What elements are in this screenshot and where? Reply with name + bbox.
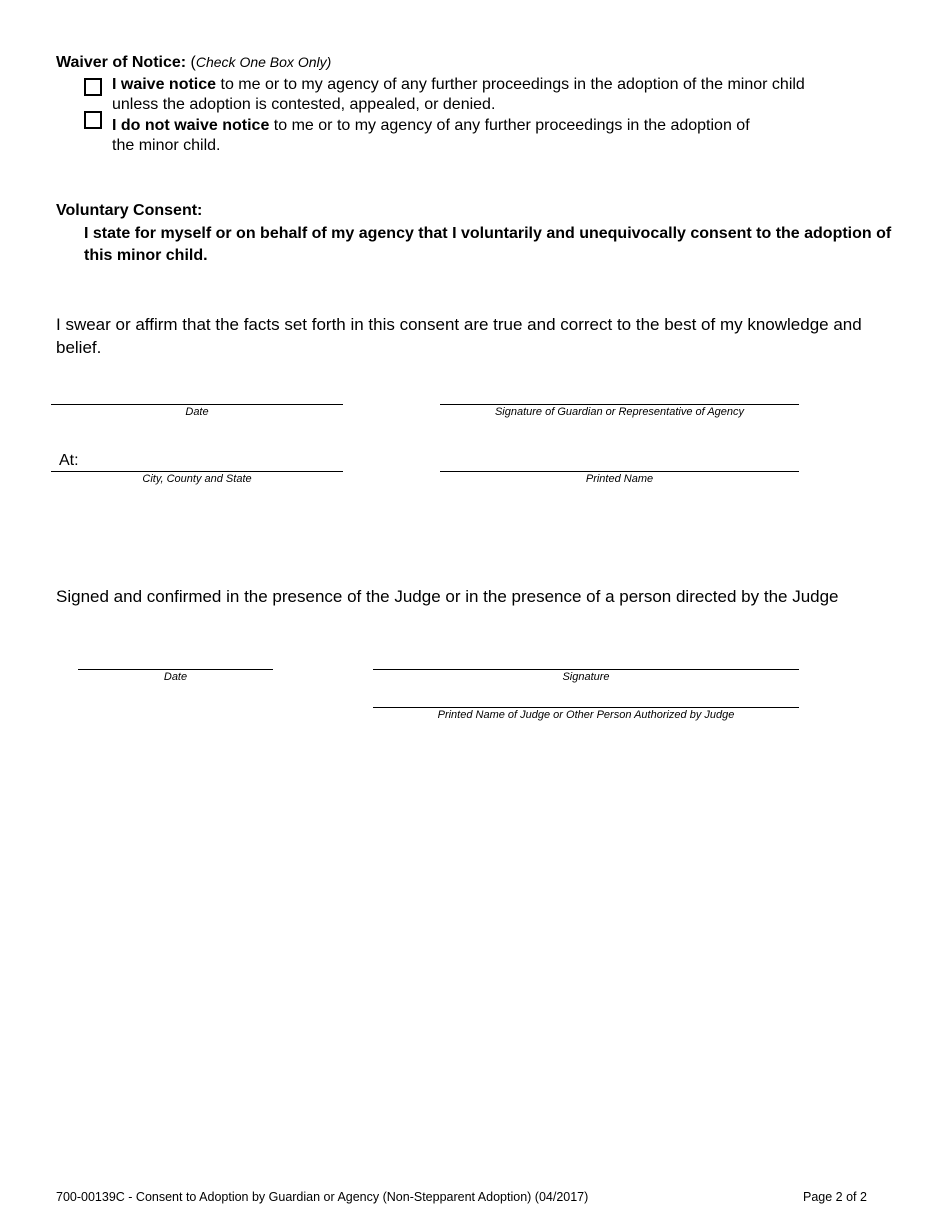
at-label: At: — [59, 452, 79, 469]
judge-signature-field[interactable] — [373, 647, 799, 669]
guardian-signature-caption: Signature of Guardian or Representative of Agency — [494, 406, 745, 418]
location-line — [51, 471, 343, 472]
judge-name-field[interactable] — [373, 685, 799, 707]
judge-statement: Signed and confirmed in the presence of the Judge or in the presence of a person directed by the Judge — [56, 587, 839, 606]
judge-date-field[interactable] — [78, 647, 273, 669]
judge-date-caption: Date — [163, 671, 188, 683]
waiver-note: Check One Box Only) — [195, 54, 332, 70]
waive-notice-line2: unless the adoption is contested, appealed, or denied. — [112, 96, 496, 113]
printed-name-field[interactable] — [440, 449, 799, 471]
guardian-signature-field[interactable] — [440, 382, 799, 404]
judge-signature-line — [373, 669, 799, 670]
waive-notice-option — [112, 75, 912, 115]
judge-name-caption: Printed Name of Judge or Other Person Authorized by Judge — [437, 709, 735, 721]
do-not-waive-line2: the minor child. — [112, 137, 221, 154]
footer-page-number: Page 2 of 2 — [803, 1190, 867, 1204]
do-not-waive-notice-option — [112, 116, 912, 156]
judge-signature-caption: Signature — [562, 671, 610, 683]
location-caption: City, County and State — [142, 473, 252, 485]
do-not-waive-rest: to me or to my agency of any further proceedings in the adoption of — [269, 117, 750, 134]
waive-notice-bold: I waive notice — [112, 76, 217, 93]
consent-statement: I state for myself or on behalf of my agency that I voluntarily and unequivocally consent to the adoption of this minor child. — [84, 225, 892, 264]
waiver-heading: Waiver of Notice: — [56, 54, 187, 71]
waiver-paren: ( — [190, 54, 196, 71]
footer-form-id: 700-00139C - Consent to Adoption by Guardian or Agency (Non-Stepparent Adoption) (04/2017) — [56, 1190, 589, 1204]
waive-notice-rest: to me or to my agency of any further proceedings in the adoption of the minor child — [216, 76, 805, 93]
printed-name-line — [440, 471, 799, 472]
judge-name-line — [373, 707, 799, 708]
printed-name-caption: Printed Name — [585, 473, 654, 485]
waiver-heading-row — [56, 54, 331, 72]
date-caption: Date — [185, 406, 209, 418]
consent-heading: Voluntary Consent: — [56, 202, 203, 219]
judge-date-line — [78, 669, 273, 670]
date-field[interactable] — [51, 382, 343, 404]
oath-text: I swear or affirm that the facts set forth in this consent are true and correct to the best of my knowledge and belief. — [56, 315, 862, 357]
waive-notice-checkbox[interactable] — [84, 78, 102, 96]
location-field[interactable] — [85, 449, 343, 471]
guardian-signature-line — [440, 404, 799, 405]
do-not-waive-notice-checkbox[interactable] — [84, 111, 102, 129]
date-line — [51, 404, 343, 405]
do-not-waive-bold: I do not waive notice — [112, 117, 270, 134]
